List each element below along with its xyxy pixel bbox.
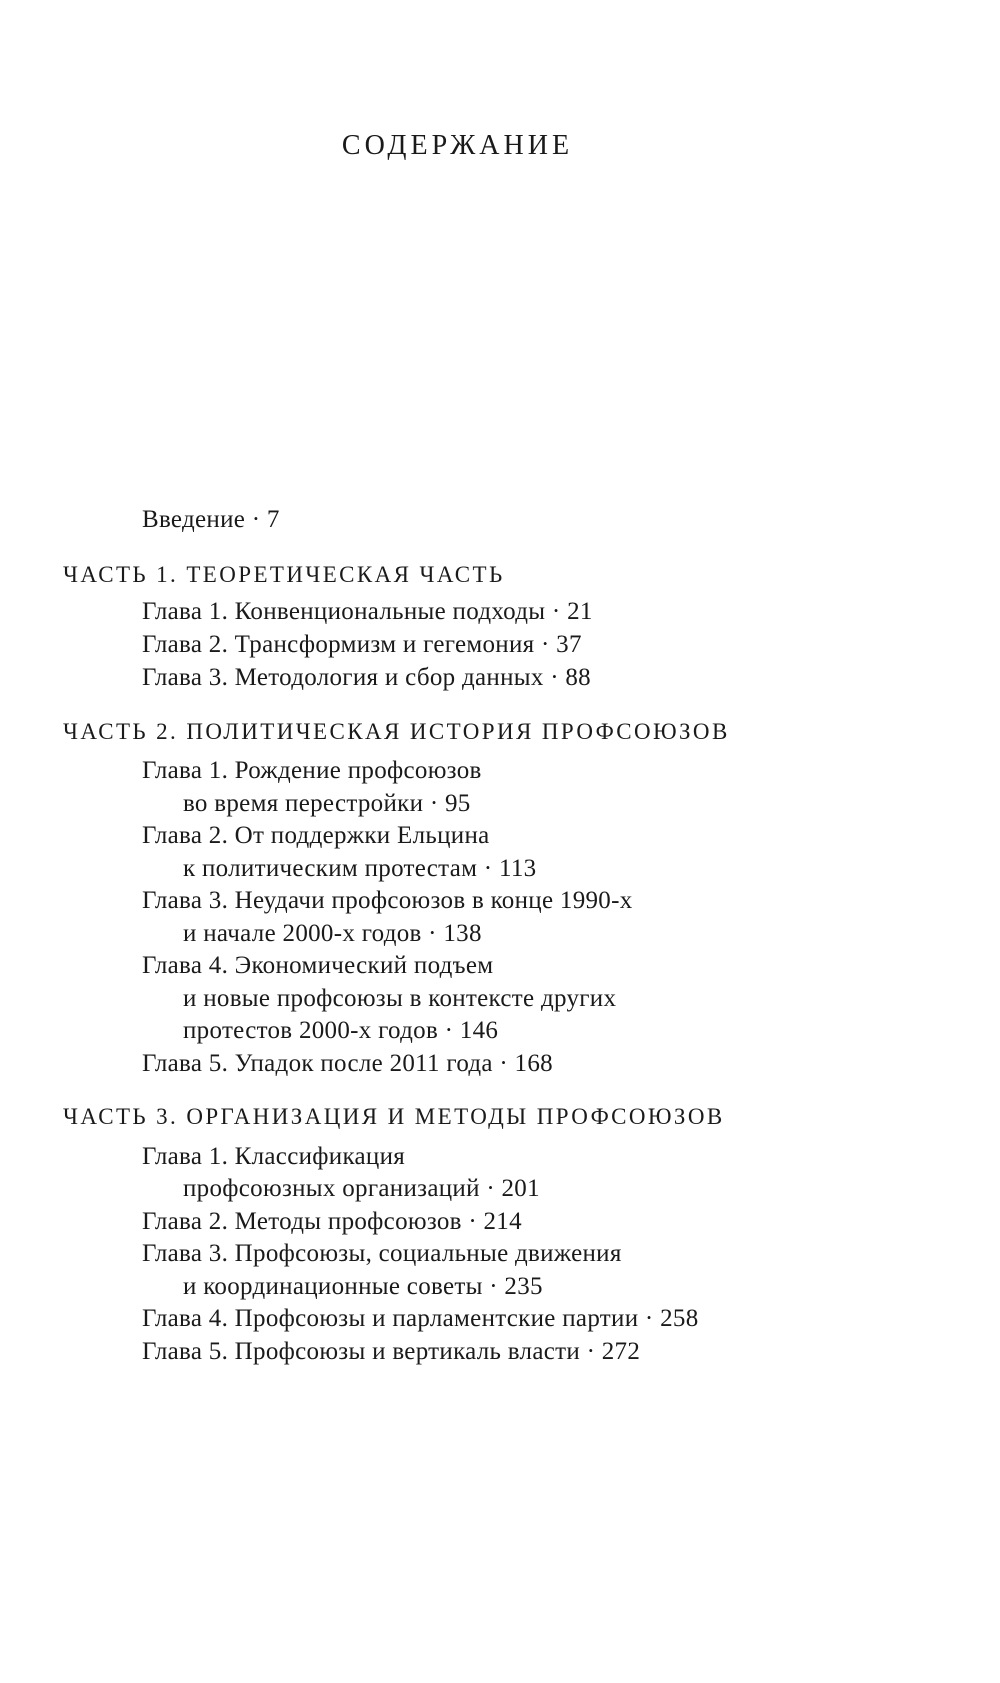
toc-entry: Глава 5. Профсоюзы и вертикаль власти · 272 bbox=[142, 1338, 641, 1365]
toc-entry: Глава 4. Профсоюзы и парламентские партии · 258 bbox=[142, 1305, 699, 1332]
toc-entry: Глава 3. Профсоюзы, социальные движения bbox=[142, 1240, 622, 1267]
toc-entry-continuation: и начале 2000-х годов · 138 bbox=[183, 920, 482, 947]
page-title: СОДЕРЖАНИЕ bbox=[341, 130, 574, 161]
toc-entry: Глава 1. Классификация bbox=[142, 1143, 406, 1170]
toc-entry: Глава 1. Конвенциональные подходы · 21 bbox=[142, 598, 593, 625]
toc-entry: Глава 5. Упадок после 2011 года · 168 bbox=[142, 1050, 553, 1077]
part-2-heading: ЧАСТЬ 2. ПОЛИТИЧЕСКАЯ ИСТОРИЯ ПРОФСОЮЗОВ bbox=[63, 719, 730, 744]
toc-entry: Глава 3. Неудачи профсоюзов в конце 1990-х bbox=[142, 887, 633, 914]
part-3-heading: ЧАСТЬ 3. ОРГАНИЗАЦИЯ И МЕТОДЫ ПРОФСОЮЗОВ bbox=[63, 1104, 725, 1129]
toc-entry: Глава 2. Трансформизм и гегемония · 37 bbox=[142, 631, 582, 658]
toc-entry-continuation: к политическим протестам · 113 bbox=[183, 855, 537, 882]
toc-entry: Глава 2. Методы профсоюзов · 214 bbox=[142, 1208, 522, 1235]
toc-entry-continuation: и новые профсоюзы в контексте других bbox=[183, 985, 617, 1012]
toc-entry-continuation: и координационные советы · 235 bbox=[183, 1273, 543, 1300]
toc-entry: Глава 1. Рождение профсоюзов bbox=[142, 757, 482, 784]
toc-entry: Глава 4. Экономический подъем bbox=[142, 952, 494, 979]
toc-entry-continuation: во время перестройки · 95 bbox=[183, 790, 471, 817]
toc-entry: Глава 2. От поддержки Ельцина bbox=[142, 822, 490, 849]
toc-entry-continuation: протестов 2000-х годов · 146 bbox=[183, 1017, 499, 1044]
part-1-heading: ЧАСТЬ 1. ТЕОРЕТИЧЕСКАЯ ЧАСТЬ bbox=[63, 562, 505, 587]
toc-entry-continuation: профсоюзных организаций · 201 bbox=[183, 1175, 540, 1202]
toc-entry-intro: Введение · 7 bbox=[142, 506, 280, 533]
toc-entry: Глава 3. Методология и сбор данных · 88 bbox=[142, 664, 591, 691]
